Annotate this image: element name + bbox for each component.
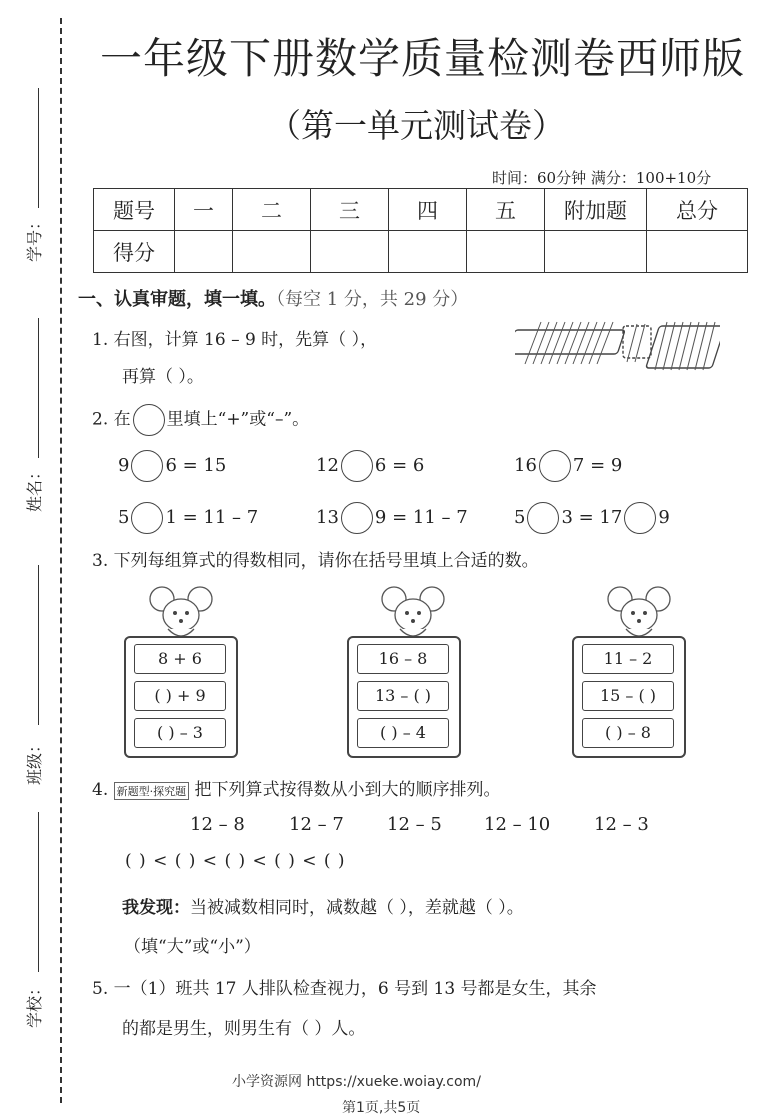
card-cell-answer[interactable]: ( ) + 9 [134,681,226,711]
q4-heading [92,775,501,800]
q2-item [514,450,622,482]
equation-card [572,636,686,758]
q4-finding [122,893,524,918]
xingming-line [38,318,39,458]
score-table-score-row [94,231,748,273]
answer-circle[interactable] [131,502,163,534]
q4-expr: 12 – 8 [190,814,245,835]
score-cell[interactable] [545,231,647,273]
banji-label: 班级： [25,736,44,785]
card-cell: 11 – 2 [582,644,674,674]
q4-expr: 12 – 3 [594,814,649,835]
exam-meta: 时间：60分钟 满分：100+10分 [492,169,712,187]
score-cell[interactable] [647,231,748,273]
q2-operand: 9 [658,507,670,528]
xuehao-line [38,88,39,208]
q5-line2: 的都是男生，则男生有（ ）人。 [122,1019,366,1039]
q2-operand: 5 [118,507,130,528]
card-cell-answer[interactable]: ( ) – 8 [582,718,674,748]
score-cell[interactable] [467,231,545,273]
q2-rest: 1 = 11 – 7 [165,507,259,528]
xingming-label: 姓名： [25,463,44,512]
q4-expr: 12 – 10 [484,814,551,835]
q5-line1: 5. 一（1）班共 17 人排队检查视力，6 号到 13 号都是女生，其余 [92,979,597,999]
header-cell: 题号 [94,189,175,231]
new-question-tag: 新题型·探究题 [114,782,190,800]
answer-circle[interactable] [539,450,571,482]
header-cell: 三 [311,189,389,231]
binding-dashed-line [60,18,62,1103]
header-cell: 二 [233,189,311,231]
answer-circle[interactable] [624,502,656,534]
score-table [93,188,748,273]
q2-item [316,502,468,534]
q2-operand: 9 [118,455,130,476]
sticks-illustration [515,318,720,374]
page-title: 一年级下册数学质量检测卷西师版 [100,34,746,83]
q4-expr: 12 – 7 [289,814,344,835]
xuexiao-label: 学校： [25,979,44,1028]
footer-site: 小学资源网 https://xueke.woiay.com/ [232,1074,481,1090]
card-cell-answer[interactable]: ( ) – 3 [134,718,226,748]
equation-card [124,636,238,758]
score-cell[interactable] [311,231,389,273]
answer-circle[interactable] [527,502,559,534]
score-table-header-row [94,189,748,231]
answer-circle[interactable] [131,450,163,482]
mouse-icon [380,585,450,641]
q2-operand: 12 [316,455,339,476]
score-cell[interactable] [233,231,311,273]
mouse-icon [606,585,676,641]
card-cell-answer[interactable]: ( ) – 4 [357,718,449,748]
answer-circle[interactable] [341,502,373,534]
header-cell: 附加题 [545,189,647,231]
equation-card [347,636,461,758]
section-1-heading [78,285,468,311]
header-cell: 四 [389,189,467,231]
circle-icon [133,404,165,436]
q4-find-text: 当被减数相同时，减数越（ ），差就越（ ）。 [190,898,524,918]
banji-line [38,565,39,725]
q2-intro-b: 里填上“+”或“–”。 [166,409,310,430]
header-cell: 五 [467,189,545,231]
q4-num: 4. [92,780,109,800]
row-label-cell: 得分 [94,231,175,273]
q4-text: 把下列算式按得数从小到大的顺序排列。 [194,780,501,800]
card-cell: 16 – 8 [357,644,449,674]
card-cell: 8 + 6 [134,644,226,674]
card-cell-answer[interactable]: 15 – ( ) [582,681,674,711]
q1-line2: 再算（ ）。 [122,367,204,387]
q3-text: 3. 下列每组算式的得数相同，请你在括号里填上合适的数。 [92,551,539,571]
q2-rest: 6 = 15 [165,455,227,476]
section-1-title: 一、认真审题，填一填。 [78,289,276,310]
q4-order-blanks[interactable]: ( ) < ( ) < ( ) < ( ) < ( ) [125,851,345,871]
header-cell: 总分 [647,189,748,231]
q2-rest: 6 = 6 [374,455,425,476]
q2-intro [92,404,309,436]
q4-hint: （填“大”或“小”） [124,937,261,957]
header-cell: 一 [175,189,233,231]
q2-item [118,502,258,534]
q2-operand: 5 [514,507,526,528]
xuehao-label: 学号： [25,213,44,262]
q2-rest: 3 = 17 [561,507,623,528]
q2-rest: 9 = 11 – 7 [374,507,468,528]
section-1-note: （每空 1 分，共 29 分） [276,289,469,310]
q2-intro-a: 2. 在 [92,409,131,430]
q2-operand: 13 [316,507,339,528]
score-cell[interactable] [389,231,467,273]
q2-operand: 16 [514,455,537,476]
q2-item [118,450,226,482]
score-cell[interactable] [175,231,233,273]
q4-find-label: 我发现： [122,898,190,918]
mouse-icon [148,585,218,641]
q4-expr: 12 – 5 [387,814,442,835]
q2-item [514,502,670,534]
xuexiao-line [38,812,39,972]
answer-circle[interactable] [341,450,373,482]
q2-item [316,450,424,482]
card-cell-answer[interactable]: 13 – ( ) [357,681,449,711]
footer-page: 第1页,共5页 [342,1100,421,1116]
q1-line1: 1. 右图，计算 16 – 9 时，先算（ ）， [92,330,378,350]
page-subtitle: （第一单元测试卷） [268,106,565,145]
q2-rest: 7 = 9 [572,455,623,476]
